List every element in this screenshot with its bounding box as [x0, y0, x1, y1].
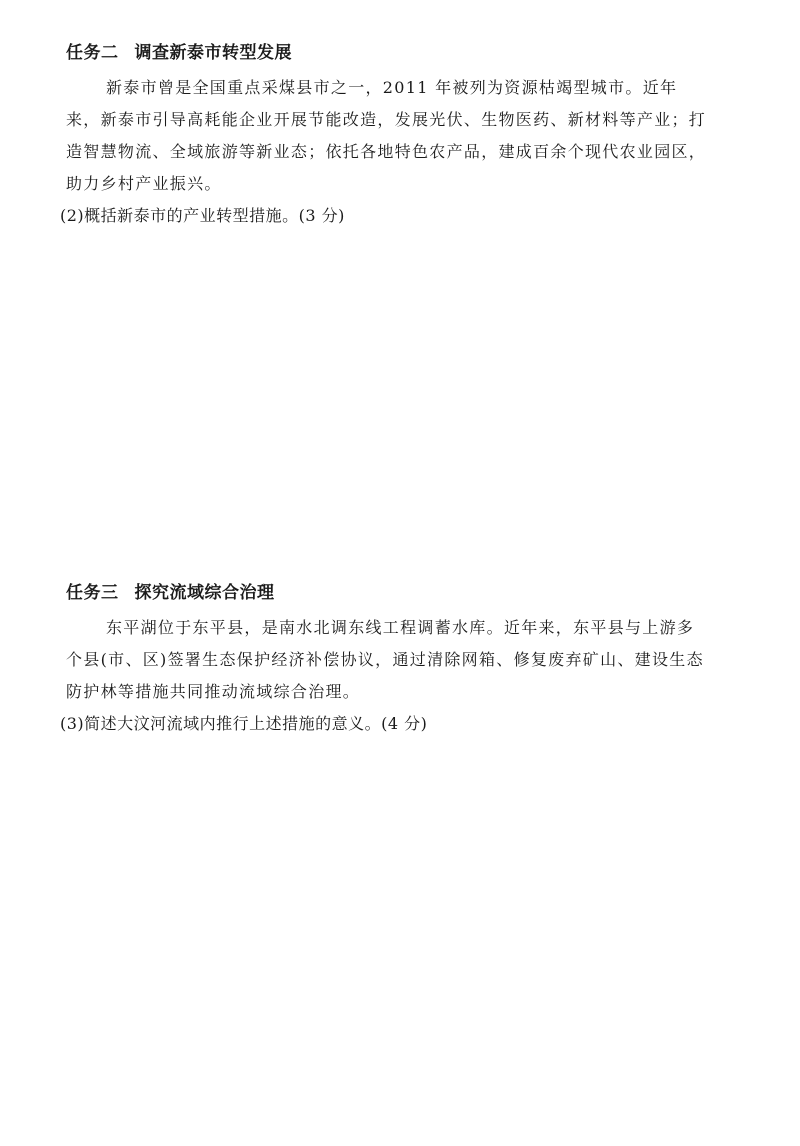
task-3-paragraph-line: 个县(市、区)签署生态保护经济补偿协议，通过清除网箱、修复废弃矿山、建设生态	[66, 650, 704, 669]
task-2-title: 调查新泰市转型发展	[134, 43, 292, 63]
task-2-number: 任务二	[66, 43, 119, 63]
task-2-paragraph-line: 造智慧物流、全域旅游等新业态；依托各地特色农产品，建成百余个现代农业园区，	[66, 142, 707, 161]
task-2-paragraph-line: 来，新泰市引导高耗能企业开展节能改造，发展光伏、生物医药、新材料等产业；打	[66, 110, 707, 129]
task-3-paragraph-line: 防护林等措施共同推动流域综合治理。	[66, 682, 361, 701]
task-2-paragraph-line: 助力乡村产业振兴。	[66, 174, 222, 193]
task-3-heading	[66, 580, 756, 606]
task-3-number: 任务三	[66, 583, 119, 603]
task-2-section	[60, 40, 756, 232]
question-2: (2)概括新泰市的产业转型措施。(3 分)	[60, 206, 345, 225]
task-2-paragraph-line: 新泰市曾是全国重点采煤县市之一，2011 年被列为资源枯竭型城市。近年	[106, 78, 678, 97]
question-3: (3)简述大汶河流域内推行上述措施的意义。(4 分)	[60, 714, 428, 733]
task-3-paragraph-line: 东平湖位于东平县，是南水北调东线工程调蓄水库。近年来，东平县与上游多	[106, 618, 695, 637]
task-3-section	[60, 580, 756, 740]
task-2-heading	[66, 40, 756, 66]
task-3-title: 探究流域综合治理	[134, 583, 275, 603]
